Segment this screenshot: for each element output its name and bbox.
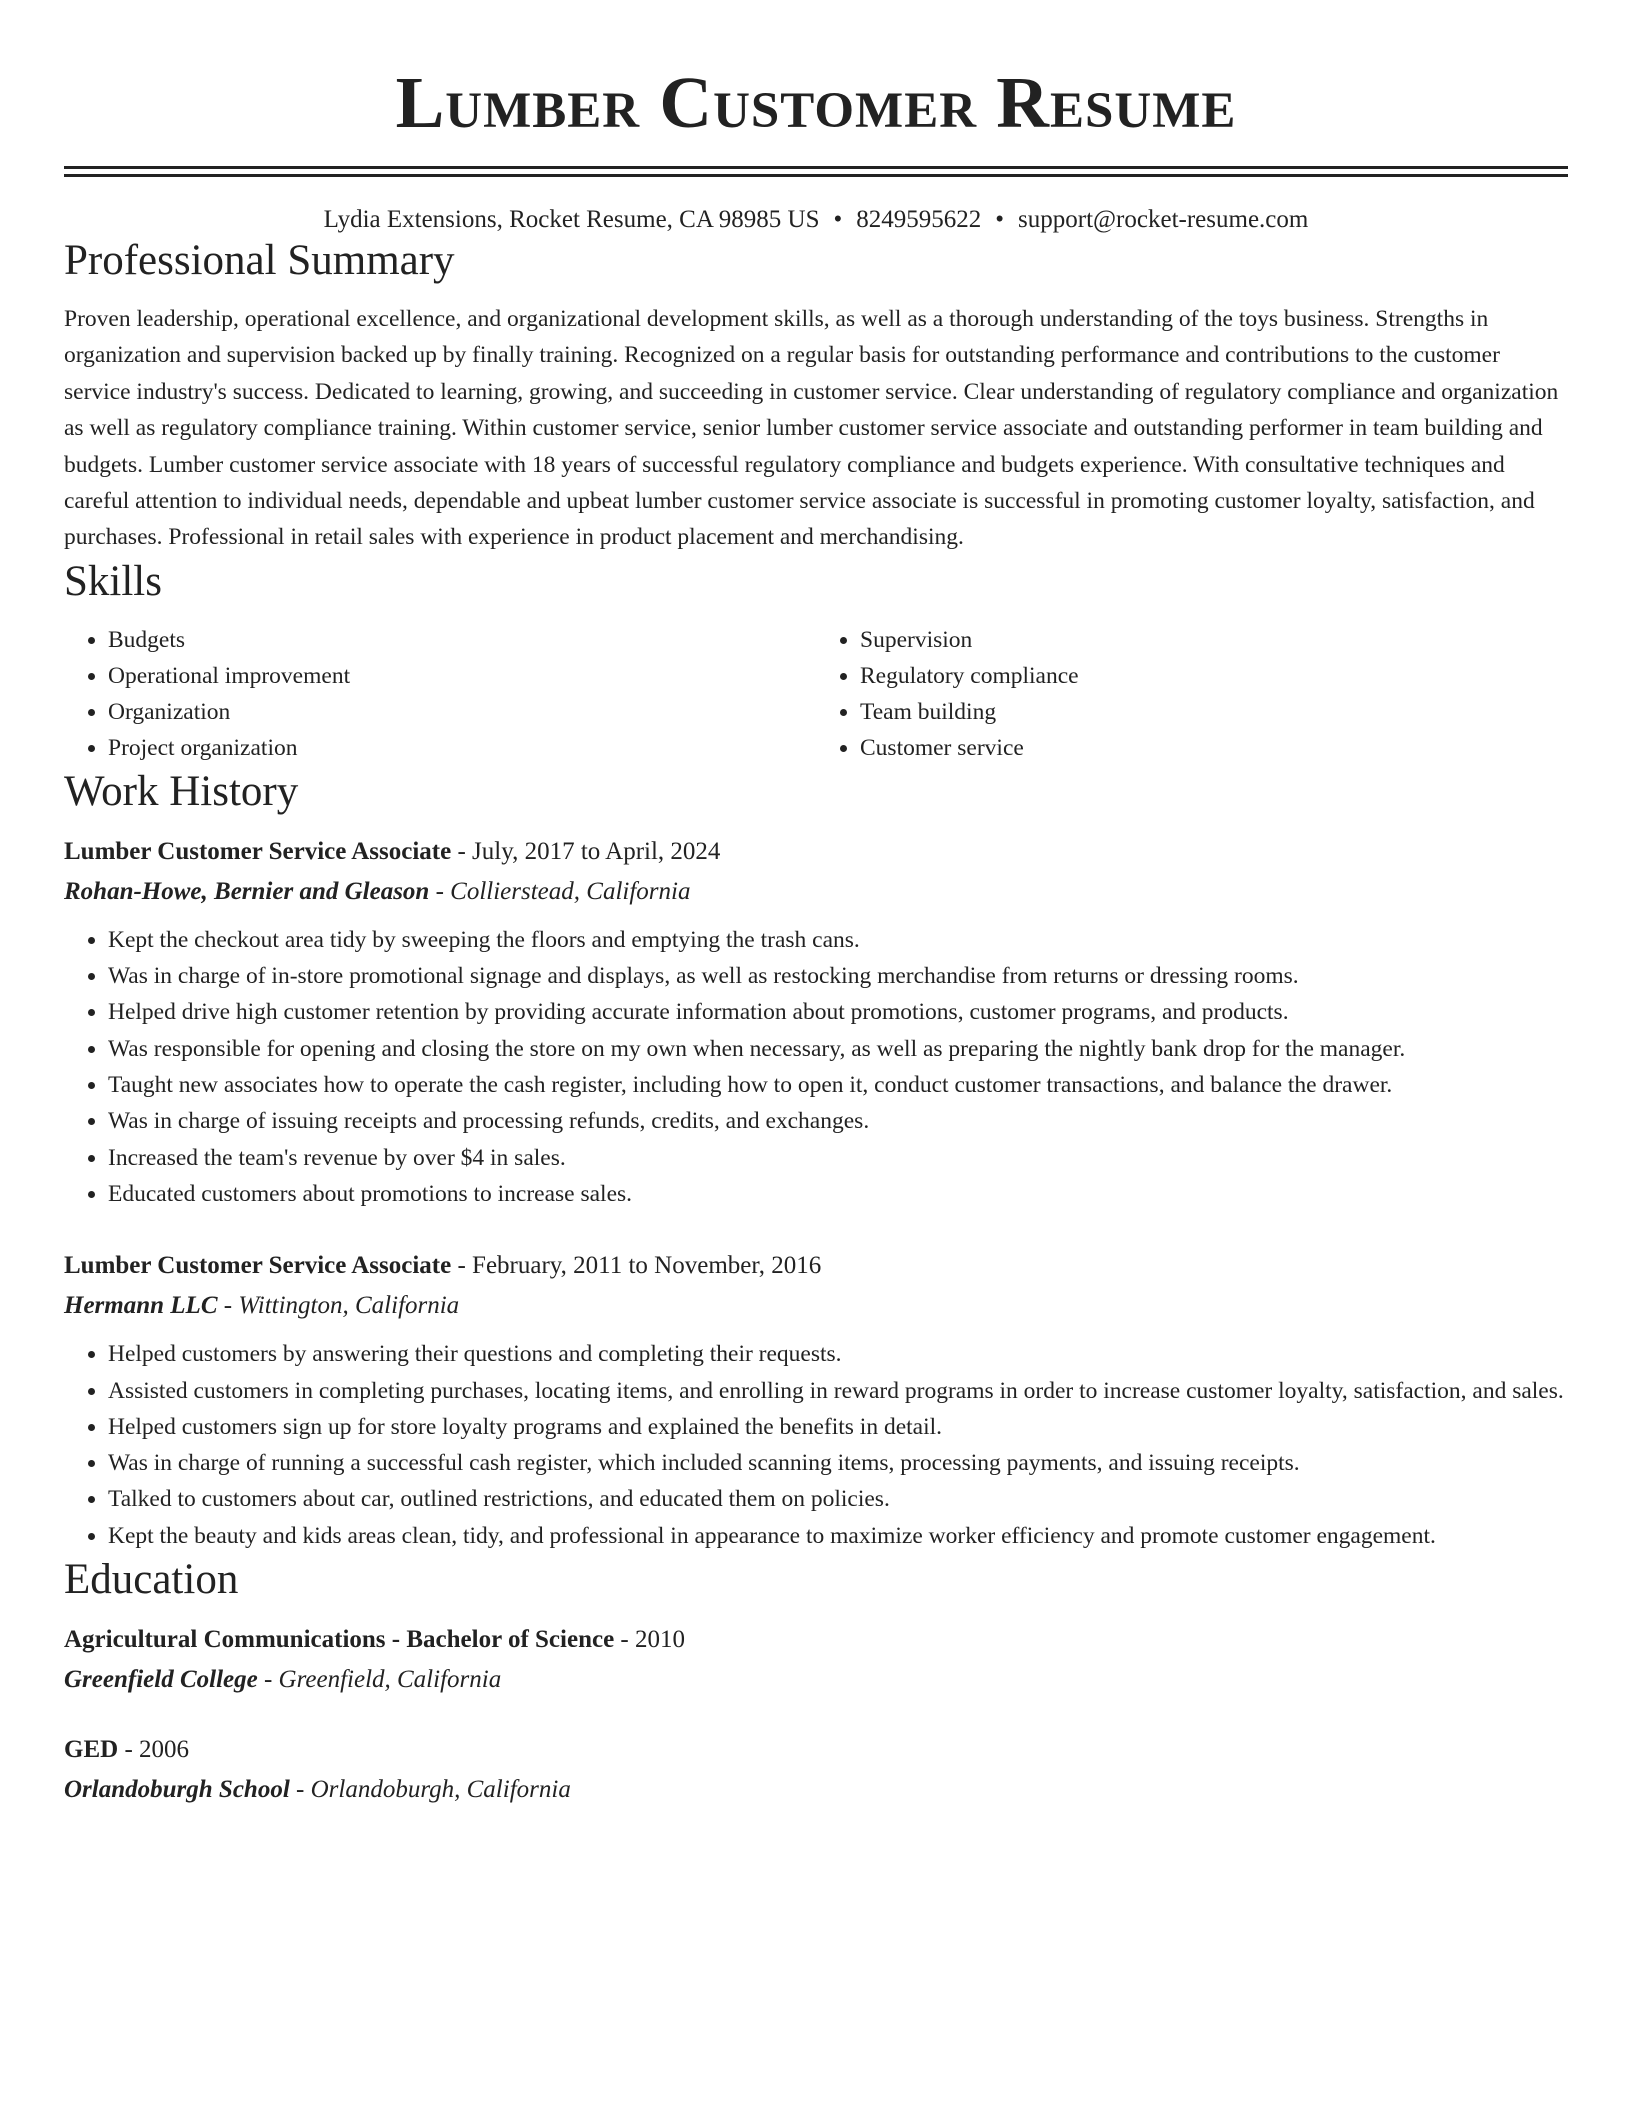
job-duty: • Helped customers by answering their questions and completing their requests. — [108, 1336, 1568, 1372]
job-duty: • Was in charge of in-store promotional signage and displays, as well as restocking merchandise from returns or dressing rooms. — [108, 958, 1568, 994]
title-divider-bottom — [64, 174, 1568, 177]
skill-item: • Supervision — [860, 622, 1568, 658]
skill-item: • Operational improvement — [108, 658, 816, 694]
skills-column-left — [64, 622, 816, 766]
skills-column-right — [816, 622, 1568, 766]
job-duty: • Kept the checkout area tidy by sweeping the floors and emptying the trash cans. — [108, 922, 1568, 958]
education-heading: Education — [64, 1556, 239, 1603]
school-line — [64, 1660, 1568, 1700]
job-company-line — [64, 872, 1568, 912]
job-duties — [64, 1336, 1568, 1554]
education-entry — [64, 1620, 1568, 1700]
job-title: Lumber Customer Service Associate — [64, 1252, 452, 1280]
contact-separator: • — [833, 206, 843, 233]
summary-heading: Professional Summary — [64, 237, 455, 284]
job-duty: • Helped drive high customer retention by providing accurate information about promotions, customer programs, and products. — [108, 994, 1568, 1030]
job-duties — [64, 922, 1568, 1212]
job-entry — [64, 832, 1568, 1212]
job-location: - Wittington, California — [217, 1292, 460, 1320]
resume-title: Lumber Customer Resume — [395, 62, 1237, 143]
job-duty: • Was in charge of issuing receipts and processing refunds, credits, and exchanges. — [108, 1103, 1568, 1139]
job-dates: - February, 2011 to November, 2016 — [451, 1252, 822, 1280]
job-duty: • Helped customers sign up for store loyalty programs and explained the benefits in detail. — [108, 1409, 1568, 1445]
job-duty: • Talked to customers about car, outlined restrictions, and educated them on policies. — [108, 1481, 1568, 1517]
job-entry — [64, 1246, 1568, 1554]
job-dates: - July, 2017 to April, 2024 — [451, 837, 721, 865]
skill-item: • Team building — [860, 694, 1568, 730]
degree-line — [64, 1730, 1568, 1770]
job-company: Hermann LLC — [64, 1292, 218, 1320]
job-duty: • Increased the team's revenue by over $4 in sales. — [108, 1140, 1568, 1176]
degree: GED — [64, 1736, 119, 1763]
contact-email: support@rocket-resume.com — [1018, 206, 1309, 233]
summary-text: Proven leadership, operational excellence, and organizational development skills, as well as a thorough understanding of the toys business. Strengths in organization and supervision backed up by finally training. Recognized on a regular basis for outstanding performance and contributions to the customer service industry's success. Dedicated to learning, growing, and succeeding in customer service. Clear understanding of regulatory compliance and organization as well as regulatory compliance training. Within customer service, senior lumber customer service associate and outstanding performer in team building and budgets. Lumber customer service associate with 18 years of successful regulatory compliance and budgets experience. With consultative techniques and careful attention to individual needs, dependable and upbeat lumber customer service associate is successful in promoting customer loyalty, satisfaction, and purchases. Professional in retail sales with experience in product placement and merchandising. — [64, 306, 1559, 551]
contact-separator: • — [995, 206, 1005, 233]
skill-item: • Regulatory compliance — [860, 658, 1568, 694]
school-line — [64, 1770, 1568, 1810]
skills-heading: Skills — [64, 557, 162, 605]
job-duty: • Assisted customers in completing purchases, locating items, and enrolling in reward programs in order to increase customer loyalty, satisfaction, and sales. — [108, 1373, 1568, 1409]
skill-item: • Project organization — [108, 730, 816, 766]
job-company: Rohan-Howe, Bernier and Gleason — [64, 877, 430, 905]
school-location: - Greenfield, California — [257, 1666, 502, 1693]
job-duty: • Was in charge of running a successful cash register, which included scanning items, processing payments, and issuing receipts. — [108, 1445, 1568, 1481]
graduation-year: - 2010 — [614, 1626, 685, 1653]
school-name: Orlandoburgh School — [64, 1776, 290, 1803]
degree: Agricultural Communications - Bachelor of Science — [64, 1626, 615, 1653]
work-history-heading: Work History — [64, 767, 299, 815]
job-title: Lumber Customer Service Associate — [64, 837, 452, 865]
job-title-line — [64, 1246, 1568, 1286]
job-company-line — [64, 1286, 1568, 1326]
job-duty: • Kept the beauty and kids areas clean, tidy, and professional in appearance to maximize worker efficiency and promote customer engagement. — [108, 1518, 1568, 1554]
skill-item: • Budgets — [108, 622, 816, 658]
contact-address: Lydia Extensions, Rocket Resume, CA 98985 US — [323, 206, 820, 233]
skill-item: • Customer service — [860, 730, 1568, 766]
skills-list — [64, 622, 1568, 766]
job-duty: • Educated customers about promotions to increase sales. — [108, 1176, 1568, 1212]
job-location: - Collierstead, California — [429, 877, 691, 905]
contact-line — [64, 205, 1568, 235]
job-duty: • Taught new associates how to operate the cash register, including how to open it, conduct customer transactions, and balance the drawer. — [108, 1067, 1568, 1103]
degree-line — [64, 1620, 1568, 1660]
school-name: Greenfield College — [64, 1666, 258, 1693]
contact-phone: 8249595622 — [856, 206, 982, 233]
skill-item: • Organization — [108, 694, 816, 730]
title-divider-top — [64, 166, 1568, 169]
education-entry — [64, 1730, 1568, 1810]
graduation-year: - 2006 — [118, 1736, 190, 1763]
school-location: - Orlandoburgh, California — [289, 1776, 571, 1803]
job-title-line — [64, 832, 1568, 872]
job-duty: • Was responsible for opening and closing the store on my own when necessary, as well as preparing the nightly bank drop for the manager. — [108, 1031, 1568, 1067]
